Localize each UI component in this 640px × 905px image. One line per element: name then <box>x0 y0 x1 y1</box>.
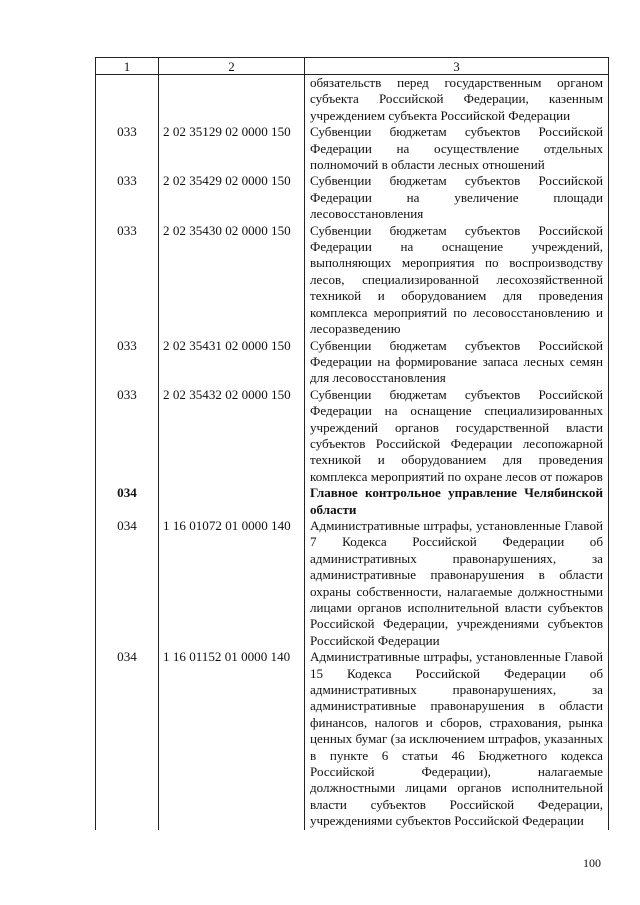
admin-code-cell <box>96 75 159 125</box>
table-row <box>96 518 609 649</box>
admin-code-cell: 034 <box>96 649 159 829</box>
admin-code-cell: 033 <box>96 223 159 338</box>
admin-code-cell: 033 <box>96 124 159 173</box>
kbk-code-cell: 2 02 35429 02 0000 150 <box>159 173 305 222</box>
admin-code-cell: 033 <box>96 173 159 222</box>
table-row <box>96 223 609 338</box>
table-row <box>96 387 609 485</box>
kbk-code-cell <box>159 75 305 125</box>
kbk-code-cell: 2 02 35430 02 0000 150 <box>159 223 305 338</box>
header-col-3: 3 <box>305 58 609 75</box>
description-cell: Административные штрафы, установленные Главой 15 Кодекса Российской Федерации об административных правонарушениях, за административные правонарушения в области финансов, налогов и сборов, страхования, рынка ценных бумаг (за исключением штрафов, указанных в пункте 6 статьи 46 Бюджетного кодекса Российской Федерации), налагаемые должностными лицами органов исполнительной власти субъектов Российской Федерации, учреждениями субъектов Российской Федерации <box>305 649 609 829</box>
budget-classification-table <box>95 57 609 830</box>
description-cell: обязательств перед государственным органом субъекта Российской Федерации, казенным учреждением субъекта Российской Федерации <box>305 75 609 125</box>
section-heading-cell: Главное контрольное управление Челябинской области <box>305 485 609 518</box>
table-body <box>96 75 609 830</box>
table-row <box>96 124 609 173</box>
kbk-code-cell: 1 16 01072 01 0000 140 <box>159 518 305 649</box>
admin-code-cell: 033 <box>96 387 159 485</box>
header-row <box>96 58 609 75</box>
header-col-2: 2 <box>159 58 305 75</box>
kbk-code-cell: 2 02 35432 02 0000 150 <box>159 387 305 485</box>
header-col-1: 1 <box>96 58 159 75</box>
table-row <box>96 75 609 125</box>
admin-code-cell: 034 <box>96 485 159 518</box>
table-row <box>96 173 609 222</box>
description-cell: Субвенции бюджетам субъектов Российской Федерации на увеличение площади лесовосстановления <box>305 173 609 222</box>
table-row-section-heading <box>96 485 609 518</box>
kbk-code-cell: 2 02 35129 02 0000 150 <box>159 124 305 173</box>
description-cell: Административные штрафы, установленные Главой 7 Кодекса Российской Федерации об административных правонарушениях, за административные правонарушения в области охраны собственности, налагаемые должностными лицами органов исполнительной власти субъектов Российской Федерации, учреждениями субъектов Российской Федерации <box>305 518 609 649</box>
kbk-code-cell: 1 16 01152 01 0000 140 <box>159 649 305 829</box>
description-cell: Субвенции бюджетам субъектов Российской Федерации на оснащение специализированных учреждений органов государственной власти субъектов Российской Федерации лесопожарной техникой и оборудованием для проведения комплекса мероприятий по охране лесов от пожаров <box>305 387 609 485</box>
description-cell: Субвенции бюджетам субъектов Российской Федерации на осуществление отдельных полномочий в области лесных отношений <box>305 124 609 173</box>
description-cell: Субвенции бюджетам субъектов Российской Федерации на формирование запаса лесных семян для лесовосстановления <box>305 338 609 387</box>
admin-code-cell: 034 <box>96 518 159 649</box>
kbk-code-cell <box>159 485 305 518</box>
page-number: 100 <box>583 856 601 870</box>
description-cell: Субвенции бюджетам субъектов Российской Федерации на оснащение учреждений, выполняющих мероприятия по воспроизводству лесов, специализированной лесохозяйственной техникой и оборудованием для проведения комплекса мероприятий по лесовосстановлению и лесоразведению <box>305 223 609 338</box>
table-row <box>96 649 609 829</box>
admin-code-cell: 033 <box>96 338 159 387</box>
table-header <box>96 58 609 75</box>
table-row <box>96 338 609 387</box>
kbk-code-cell: 2 02 35431 02 0000 150 <box>159 338 305 387</box>
